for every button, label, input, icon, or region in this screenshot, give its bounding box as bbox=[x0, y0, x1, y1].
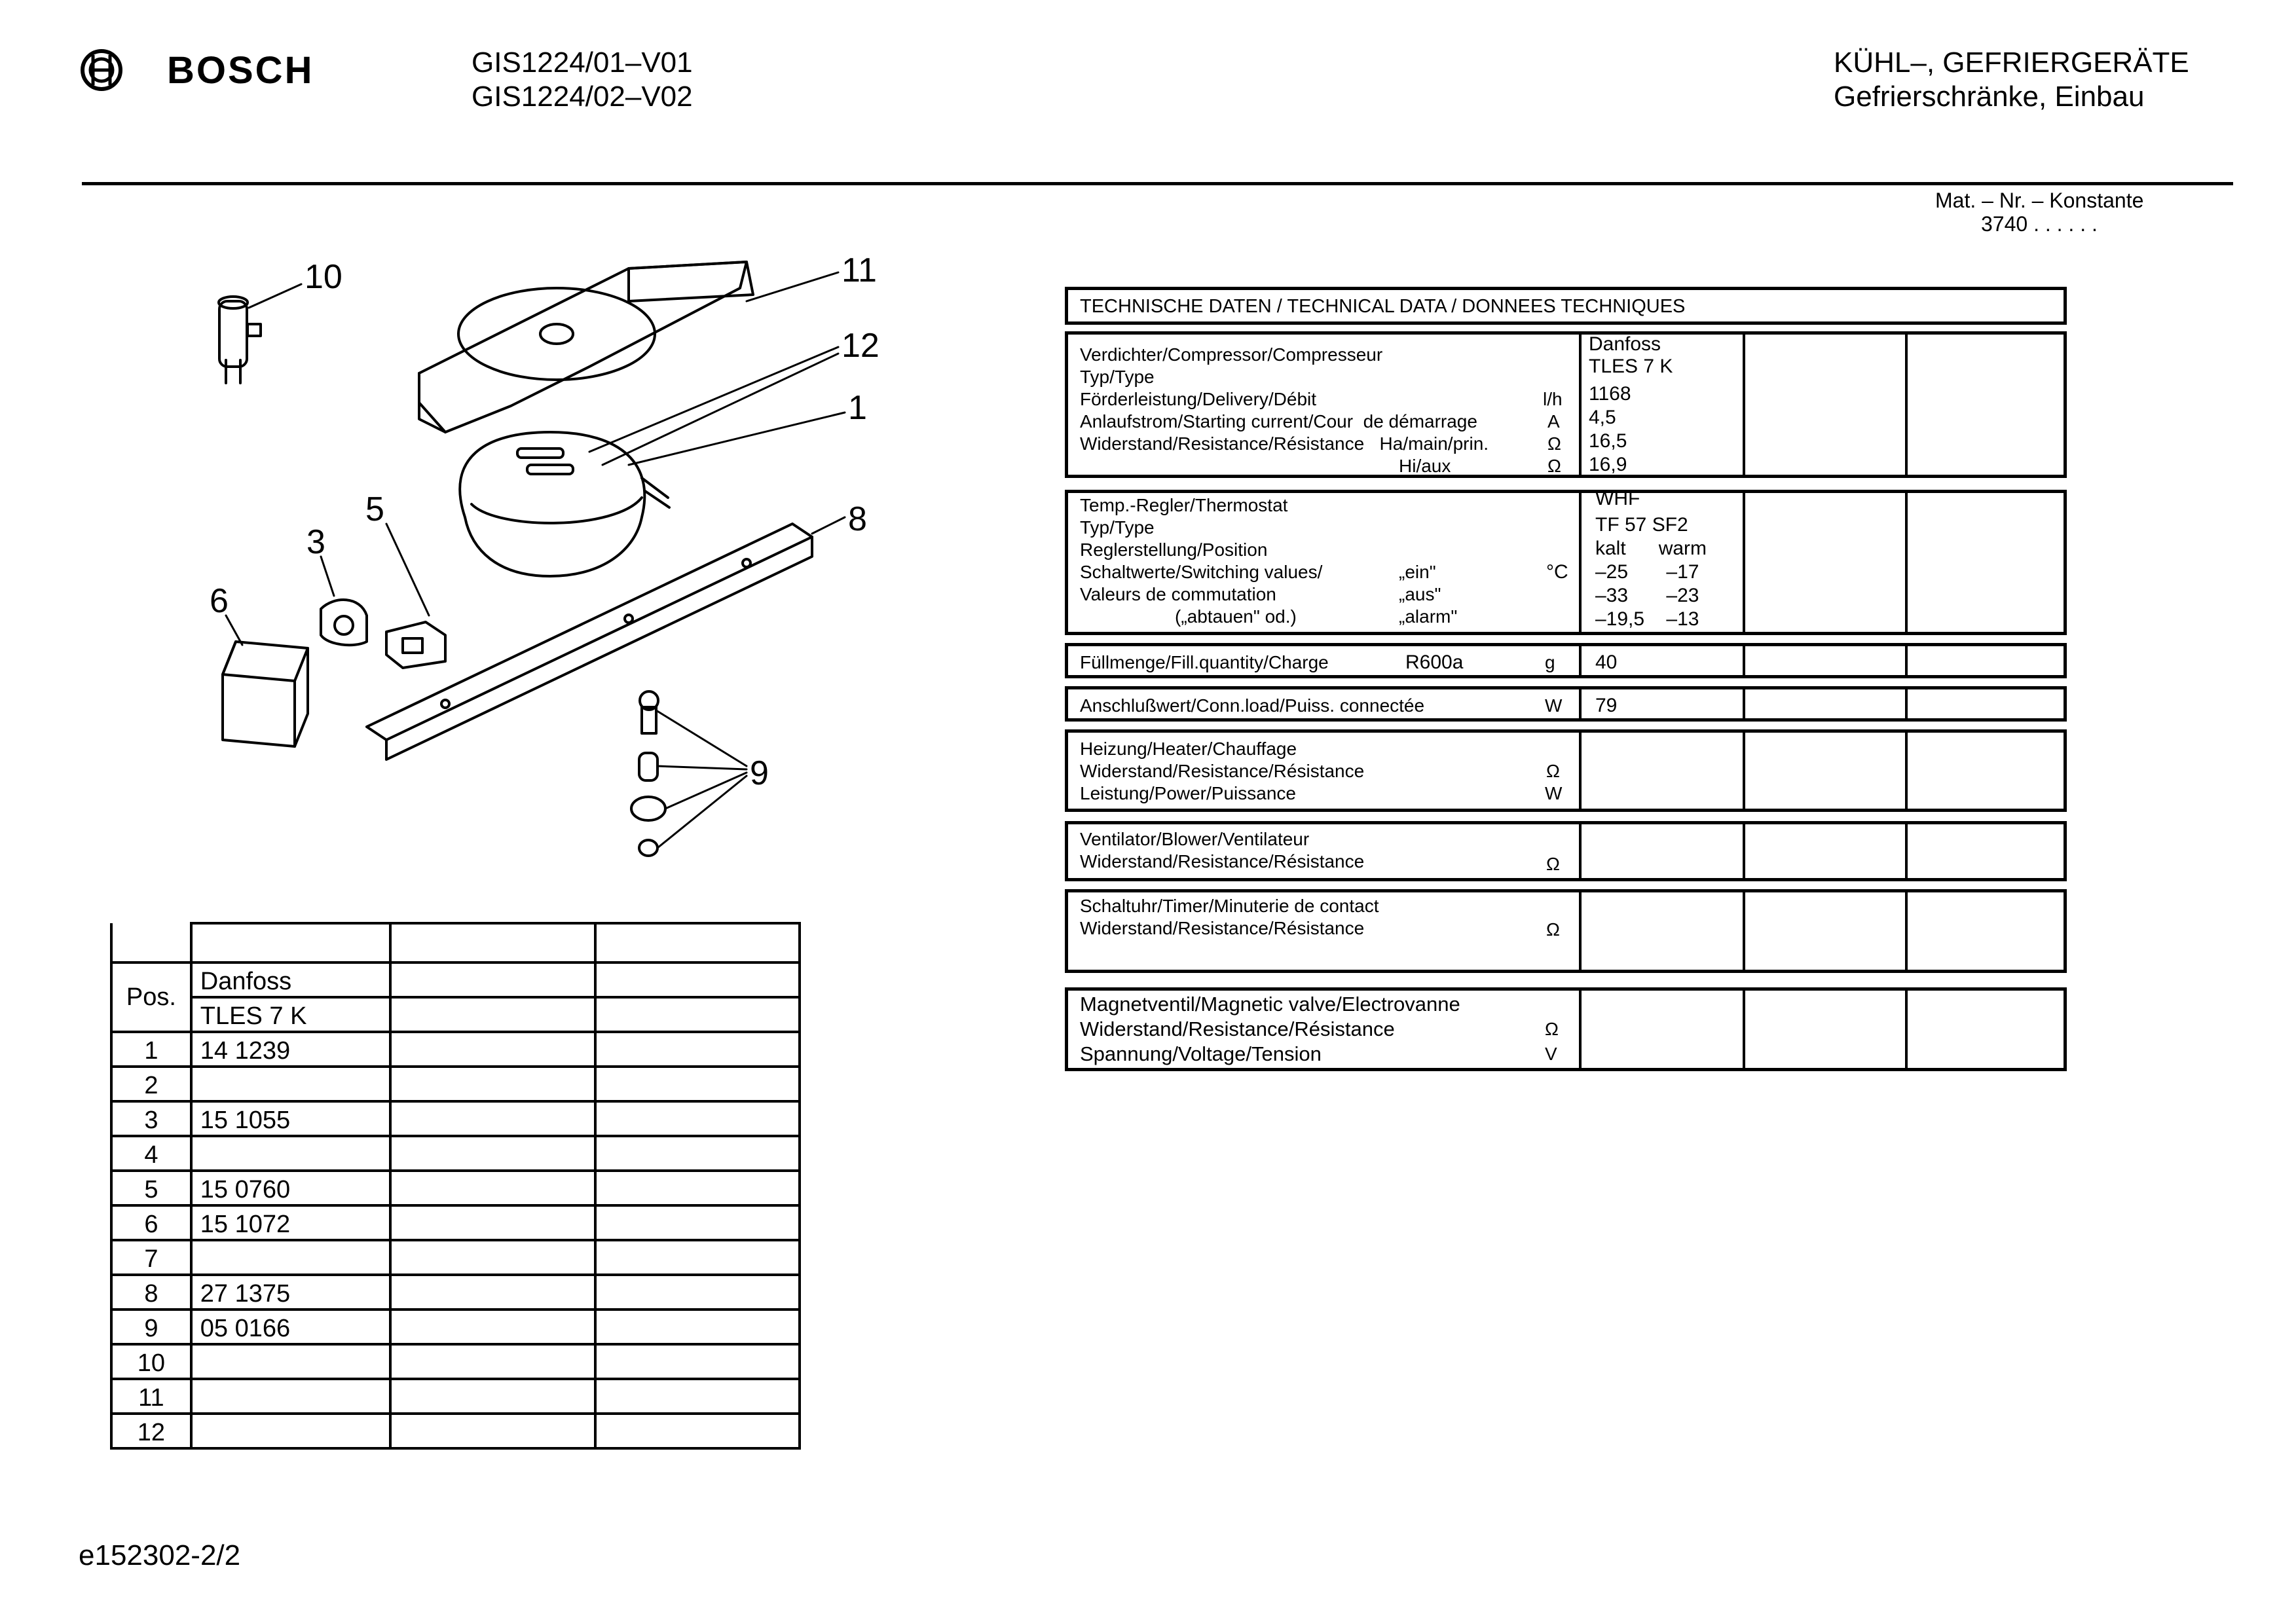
pos-cell: 3 bbox=[111, 1101, 191, 1136]
value: –25 –17 bbox=[1595, 561, 1699, 583]
part-number bbox=[191, 1379, 390, 1414]
part-head-type: TLES 7 K bbox=[191, 997, 390, 1032]
part-5-drawing bbox=[386, 622, 445, 668]
pos-cell: 7 bbox=[111, 1240, 191, 1275]
label: Widerstand/Resistance/Résistance bbox=[1080, 761, 1365, 781]
unit: W bbox=[1545, 695, 1563, 716]
part-head-brand: Danfoss bbox=[191, 962, 390, 997]
value: –19,5 –13 bbox=[1595, 608, 1699, 630]
heater-section bbox=[1065, 729, 2067, 812]
pos-cell: 6 bbox=[111, 1205, 191, 1240]
callout-3: 3 bbox=[306, 523, 325, 561]
unit: V bbox=[1545, 1044, 1557, 1064]
value: kalt warm bbox=[1595, 538, 1707, 559]
label: Verdichter/Compressor/Compresseur bbox=[1080, 344, 1383, 365]
part-1-drawing bbox=[460, 432, 669, 576]
unit: Ω bbox=[1545, 1019, 1559, 1039]
sublabel: „alarm" bbox=[1399, 606, 1458, 627]
unit: Ω bbox=[1547, 456, 1561, 476]
part-number bbox=[191, 1344, 390, 1379]
unit: A bbox=[1547, 411, 1560, 431]
callout-12: 12 bbox=[842, 327, 880, 365]
refrigerant: R600a bbox=[1405, 651, 1464, 673]
label: Reglerstellung/Position bbox=[1080, 540, 1268, 560]
callout-5: 5 bbox=[365, 490, 384, 528]
table-row bbox=[111, 1032, 800, 1067]
part-11-drawing bbox=[419, 262, 753, 432]
table-row bbox=[111, 1136, 800, 1171]
part-number: 14 1239 bbox=[191, 1032, 390, 1067]
part-number bbox=[191, 1136, 390, 1171]
pos-cell: 9 bbox=[111, 1310, 191, 1344]
tech-data-title-box bbox=[1065, 287, 2067, 325]
table-row bbox=[111, 1101, 800, 1136]
label: Widerstand/Resistance/Résistance bbox=[1080, 1017, 1395, 1040]
tech-data-title: TECHNISCHE DATEN / TECHNICAL DATA / DONNEES TECHNIQUES bbox=[1080, 296, 1686, 317]
header-rule bbox=[82, 182, 2233, 185]
model-list bbox=[472, 46, 693, 114]
pos-cell: 5 bbox=[111, 1171, 191, 1205]
pos-cell: 4 bbox=[111, 1136, 191, 1171]
callout-8: 8 bbox=[848, 500, 867, 538]
label: Widerstand/Resistance/Résistance bbox=[1080, 851, 1365, 871]
label: Ventilator/Blower/Ventilateur bbox=[1080, 829, 1310, 849]
part-number: 15 1055 bbox=[191, 1101, 390, 1136]
table-row bbox=[111, 1344, 800, 1379]
value: 79 bbox=[1595, 695, 1618, 716]
label: Magnetventil/Magnetic valve/Electrovanne bbox=[1080, 993, 1460, 1016]
callout-11: 11 bbox=[842, 251, 877, 289]
mat-nr-label: Mat. – Nr. – Konstante bbox=[1935, 189, 2144, 212]
fill-quantity-section bbox=[1065, 643, 2067, 678]
value: 1168 bbox=[1589, 383, 1631, 405]
label: Schaltwerte/Switching values/ bbox=[1080, 562, 1323, 582]
mat-nr-value: 3740 . . . . . . bbox=[1981, 212, 2098, 236]
mat-nr-block bbox=[1935, 189, 2143, 236]
category-subtitle: Gefrierschränke, Einbau bbox=[1834, 81, 2145, 113]
part-number: 15 0760 bbox=[191, 1171, 390, 1205]
label: Anschlußwert/Conn.load/Puiss. connectée bbox=[1080, 695, 1425, 716]
unit: W bbox=[1545, 783, 1563, 803]
unit: Ω bbox=[1546, 761, 1560, 781]
label: Spannung/Voltage/Tension bbox=[1080, 1042, 1322, 1065]
part-3-drawing bbox=[321, 600, 367, 645]
model-number: GIS1224/01–V01 bbox=[472, 46, 693, 79]
unit: l/h bbox=[1543, 389, 1563, 409]
label: Typ/Type bbox=[1080, 367, 1155, 387]
model-number: GIS1224/02–V02 bbox=[472, 81, 693, 113]
pos-cell: 2 bbox=[111, 1067, 191, 1101]
magnetic-valve-section bbox=[1065, 987, 2067, 1071]
unit: g bbox=[1545, 652, 1555, 672]
category-block bbox=[1834, 46, 2189, 114]
part-number bbox=[191, 1414, 390, 1448]
pos-cell: 10 bbox=[111, 1344, 191, 1379]
part-number bbox=[191, 1067, 390, 1101]
value: 16,5 bbox=[1589, 430, 1627, 452]
pos-cell: 11 bbox=[111, 1379, 191, 1414]
part-6-drawing bbox=[223, 642, 308, 746]
part-number: 05 0166 bbox=[191, 1310, 390, 1344]
callout-9: 9 bbox=[750, 754, 769, 792]
blower-section bbox=[1065, 821, 2067, 881]
value: Danfoss bbox=[1589, 333, 1661, 355]
connected-load-section bbox=[1065, 686, 2067, 722]
value: 4,5 bbox=[1589, 407, 1616, 428]
timer-section bbox=[1065, 889, 2067, 973]
value: 16,9 bbox=[1589, 454, 1627, 475]
pos-cell: 12 bbox=[111, 1414, 191, 1448]
value: –33 –23 bbox=[1595, 585, 1699, 606]
label: Heizung/Heater/Chauffage bbox=[1080, 739, 1297, 759]
table-row bbox=[111, 1205, 800, 1240]
callout-1: 1 bbox=[848, 389, 867, 427]
label: Hi/aux bbox=[1399, 456, 1451, 476]
label: Widerstand/Resistance/Résistance Ha/main/prin. bbox=[1080, 433, 1489, 454]
callout-6: 6 bbox=[210, 582, 229, 620]
part-number: 15 1072 bbox=[191, 1205, 390, 1240]
label: Schaltuhr/Timer/Minuterie de contact bbox=[1080, 896, 1379, 916]
label: Valeurs de commutation bbox=[1080, 584, 1276, 604]
value: TLES 7 K bbox=[1589, 356, 1673, 377]
label: Temp.-Regler/Thermostat bbox=[1080, 495, 1288, 515]
pos-header: Pos. bbox=[111, 962, 191, 1032]
value: TF 57 SF2 bbox=[1595, 514, 1688, 536]
unit: Ω bbox=[1546, 919, 1560, 940]
table-row bbox=[111, 1275, 800, 1310]
brand-name: BOSCH bbox=[167, 49, 314, 92]
document-id: e152302-2/2 bbox=[79, 1539, 241, 1571]
callout-10: 10 bbox=[305, 258, 343, 296]
part-9-drawing bbox=[631, 691, 665, 856]
table-row bbox=[111, 1240, 800, 1275]
category-title: KÜHL–, GEFRIERGERÄTE bbox=[1834, 46, 2189, 79]
unit: Ω bbox=[1546, 854, 1560, 874]
part-number bbox=[191, 1240, 390, 1275]
value: WHF bbox=[1595, 488, 1640, 509]
table-row bbox=[111, 1310, 800, 1344]
unit: °C bbox=[1546, 561, 1568, 583]
label: Anlaufstrom/Starting current/Cour de démarrage bbox=[1080, 411, 1477, 431]
table-row bbox=[111, 1171, 800, 1205]
bosch-logo bbox=[79, 47, 354, 93]
pos-cell: 8 bbox=[111, 1275, 191, 1310]
sublabel: „aus" bbox=[1399, 584, 1441, 604]
part-8-drawing bbox=[367, 524, 812, 760]
label: Typ/Type bbox=[1080, 517, 1155, 538]
exploded-parts-diagram bbox=[170, 242, 930, 871]
table-row bbox=[111, 1379, 800, 1414]
compressor-section bbox=[1065, 331, 2067, 478]
part-10-drawing bbox=[219, 297, 261, 383]
label: Förderleistung/Delivery/Débit bbox=[1080, 389, 1317, 409]
thermostat-section bbox=[1065, 490, 2067, 635]
pos-cell: 1 bbox=[111, 1032, 191, 1067]
parts-table bbox=[110, 922, 801, 1450]
sublabel: „ein" bbox=[1399, 562, 1436, 582]
value: 40 bbox=[1595, 651, 1618, 673]
label: Widerstand/Resistance/Résistance bbox=[1080, 918, 1365, 938]
label: Füllmenge/Fill.quantity/Charge bbox=[1080, 652, 1329, 672]
table-row bbox=[111, 1414, 800, 1448]
label: („abtauen" od.) bbox=[1175, 606, 1297, 627]
label: Leistung/Power/Puissance bbox=[1080, 783, 1296, 803]
part-number: 27 1375 bbox=[191, 1275, 390, 1310]
unit: Ω bbox=[1547, 433, 1561, 454]
table-row bbox=[111, 1067, 800, 1101]
